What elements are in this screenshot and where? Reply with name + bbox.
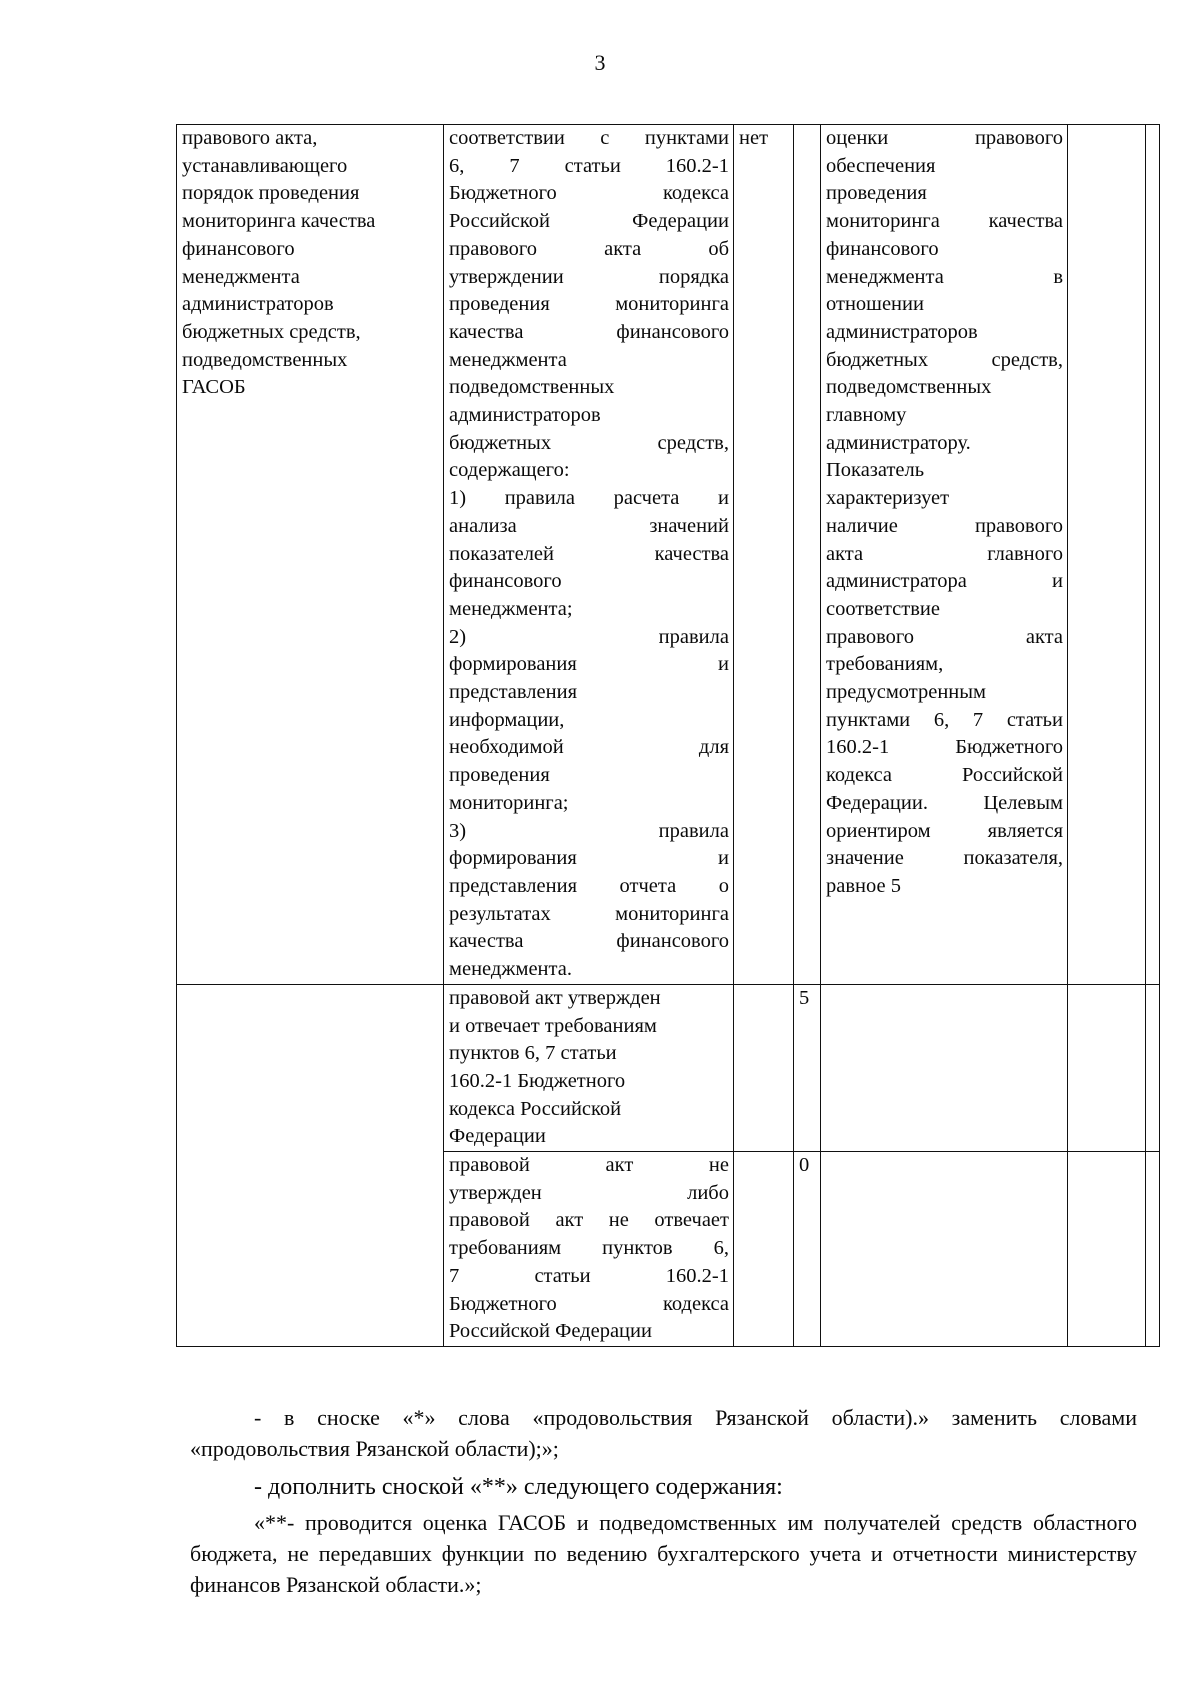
indicator-name-cell bbox=[177, 125, 444, 985]
cell-text-line: 7 статьи 160.2-1 bbox=[449, 1264, 729, 1287]
cell-text-line: администраторов bbox=[826, 320, 978, 343]
table-row bbox=[177, 984, 1160, 1151]
cell-text-line: бюджетных средств, bbox=[449, 431, 729, 454]
empty-cell bbox=[1068, 125, 1146, 985]
cell-text-line: менеджмента. bbox=[449, 958, 572, 981]
cell-text-line: менеджмента в bbox=[826, 265, 1063, 288]
cell-text-line: наличие правового bbox=[826, 514, 1063, 537]
cell-text-line: правовой акт утвержден bbox=[449, 986, 661, 1009]
cell-text-line: правовой акт не отвечает bbox=[449, 1209, 729, 1232]
cell-text-line: утвержден либо bbox=[449, 1181, 729, 1204]
cell-text-line: правовой акт не bbox=[449, 1154, 729, 1177]
cell-text-line: финансового bbox=[449, 570, 562, 593]
condition-lines bbox=[449, 985, 729, 1151]
cell-text-line: представления отчета о bbox=[449, 874, 729, 897]
cell-text-line: администратора и bbox=[826, 570, 1063, 593]
score-cell bbox=[794, 1152, 821, 1347]
cell-text-line: 3) правила bbox=[449, 819, 729, 842]
cell-text-line: бюджетных средств, bbox=[182, 320, 361, 343]
cell-text-line: мониторинга; bbox=[449, 791, 569, 814]
cell-text-line: правового акта, bbox=[182, 127, 318, 149]
unit-cell bbox=[734, 125, 794, 985]
table-row bbox=[177, 1152, 1160, 1347]
cell-text-line: подведомственных bbox=[449, 376, 615, 399]
cell-text-line: формирования и bbox=[449, 653, 729, 676]
table-row bbox=[177, 125, 1160, 985]
cell-text-line: менеджмента; bbox=[449, 597, 573, 620]
comment-cell bbox=[821, 125, 1068, 985]
cell-text-line: формирования и bbox=[449, 847, 729, 870]
cell-text-line: ГАСОБ bbox=[182, 376, 246, 399]
cell-text-line: акта главного bbox=[826, 542, 1063, 565]
cell-text-line: соответствие bbox=[826, 597, 940, 620]
empty-cell bbox=[177, 1152, 444, 1347]
cell-text-line: качества финансового bbox=[449, 930, 729, 953]
cell-text-line: характеризует bbox=[826, 487, 950, 510]
cell-text-line: требованиям пунктов 6, bbox=[449, 1237, 729, 1260]
amendment-paragraph-1: - в сноске «*» слова «продовольствия Рязанской области).» заменить словами «продовольствия Рязанской области);»; bbox=[190, 1405, 1137, 1461]
cell-text-line: представления bbox=[449, 681, 577, 704]
cell-text-line: пунктов 6, 7 статьи bbox=[449, 1042, 617, 1065]
cell-text-line: обеспечения bbox=[826, 154, 936, 177]
score-value: 5 bbox=[799, 986, 810, 1009]
score-value: 0 bbox=[799, 1154, 810, 1177]
condition-lines bbox=[449, 1152, 729, 1346]
cell-text-line: менеджмента bbox=[449, 348, 567, 371]
cell-text-line: Российской Федерации bbox=[449, 1320, 652, 1343]
cell-text-line: значение показателя, bbox=[826, 847, 1063, 870]
cell-text-line: главному bbox=[826, 404, 907, 427]
empty-cell bbox=[821, 984, 1068, 1151]
indicator-name-lines bbox=[182, 125, 439, 402]
cell-text-line: показателей качества bbox=[449, 542, 729, 565]
cell-text-line: проведения bbox=[826, 182, 927, 205]
empty-cell bbox=[177, 984, 444, 1151]
cell-text-line: требованиям, bbox=[826, 653, 944, 676]
cell-text-line: и отвечает требованиям bbox=[449, 1014, 657, 1037]
cell-text-line: менеджмента bbox=[182, 265, 300, 288]
criteria-table bbox=[176, 124, 1160, 1347]
cell-text-line: утверждении порядка bbox=[449, 265, 729, 288]
cell-text-line: анализа значений bbox=[449, 514, 729, 537]
cell-text-line: Бюджетного кодекса bbox=[449, 1292, 729, 1315]
cell-text-line: мониторинга качества bbox=[182, 210, 376, 233]
cell-text-line: информации, bbox=[449, 708, 565, 731]
cell-text-line: кодекса Российской bbox=[826, 764, 1063, 787]
cell-text-line: 160.2-1 Бюджетного bbox=[826, 736, 1063, 759]
empty-cell bbox=[734, 1152, 794, 1347]
cell-text-line: Федерации bbox=[449, 1125, 546, 1148]
cell-text-line: ориентиром является bbox=[826, 819, 1063, 842]
cell-text-line: проведения bbox=[449, 764, 550, 787]
empty-cell bbox=[1146, 1152, 1160, 1347]
cell-text-line: бюджетных средств, bbox=[826, 348, 1063, 371]
condition-cell bbox=[444, 984, 734, 1151]
cell-text-line: Бюджетного кодекса bbox=[449, 182, 729, 205]
amendment-paragraph-2: - дополнить сноской «**» следующего содержания: bbox=[254, 1474, 783, 1500]
indicator-formula-cell bbox=[444, 125, 734, 985]
cell-text-line: проведения мониторинга bbox=[449, 293, 729, 316]
cell-text-line: 2) правила bbox=[449, 625, 729, 648]
comment-lines bbox=[826, 125, 1063, 901]
cell-text-line: соответствии с пунктами bbox=[449, 127, 729, 149]
cell-text-line: равное 5 bbox=[826, 874, 901, 897]
condition-cell bbox=[444, 1152, 734, 1347]
cell-text-line: содержащего: bbox=[449, 459, 570, 482]
page-number: 3 bbox=[594, 50, 606, 75]
cell-text-line: необходимой для bbox=[449, 736, 729, 759]
cell-text-line: качества финансового bbox=[449, 320, 729, 343]
cell-text-line: предусмотренным bbox=[826, 681, 987, 704]
cell-text-line: оценки правового bbox=[826, 127, 1063, 149]
cell-text-line: Федерации. Целевым bbox=[826, 791, 1063, 814]
cell-text-line: администраторов bbox=[182, 293, 334, 316]
cell-text-line: устанавливающего bbox=[182, 154, 348, 177]
cell-text-line: 1) правила расчета и bbox=[449, 487, 729, 510]
cell-text-line: пунктами 6, 7 статьи bbox=[826, 708, 1063, 731]
cell-text-line: финансового bbox=[826, 237, 939, 260]
cell-text-line: кодекса Российской bbox=[449, 1097, 622, 1120]
indicator-formula-lines bbox=[449, 125, 729, 984]
amendment-block bbox=[190, 1402, 1137, 1600]
cell-text-line: результатах мониторинга bbox=[449, 902, 729, 925]
amendment-paragraph-3: «**- проводится оценка ГАСОБ и подведомственных им получателей средств областного бюджета, не передавших функции по ведению бухгалтерского учета и отчетности министерству финансов Рязанской области.»; bbox=[190, 1510, 1137, 1597]
empty-cell bbox=[734, 984, 794, 1151]
cell-text-line: администратору. bbox=[826, 431, 971, 454]
cell-text-line: порядок проведения bbox=[182, 182, 360, 205]
cell-text-line: 6, 7 статьи 160.2-1 bbox=[449, 154, 729, 177]
empty-cell bbox=[1068, 984, 1146, 1151]
score-cell bbox=[794, 125, 821, 985]
empty-cell bbox=[1068, 1152, 1146, 1347]
cell-text-line: правового акта bbox=[826, 625, 1063, 648]
cell-text-line: мониторинга качества bbox=[826, 210, 1063, 233]
cell-text-line: отношении bbox=[826, 293, 924, 316]
cell-text-line: Показатель bbox=[826, 459, 925, 482]
score-cell bbox=[794, 984, 821, 1151]
unit-text: нет bbox=[739, 127, 769, 149]
empty-cell bbox=[821, 1152, 1068, 1347]
cell-text-line: администраторов bbox=[449, 404, 601, 427]
cell-text-line: подведомственных bbox=[826, 376, 992, 399]
cell-text-line: правового акта об bbox=[449, 237, 729, 260]
cell-text-line: финансового bbox=[182, 237, 295, 260]
cell-text-line: 160.2-1 Бюджетного bbox=[449, 1069, 626, 1092]
cell-text-line: подведомственных bbox=[182, 348, 348, 371]
empty-cell bbox=[1146, 984, 1160, 1151]
cell-text-line: Российской Федерации bbox=[449, 210, 729, 233]
empty-cell bbox=[1146, 125, 1160, 985]
